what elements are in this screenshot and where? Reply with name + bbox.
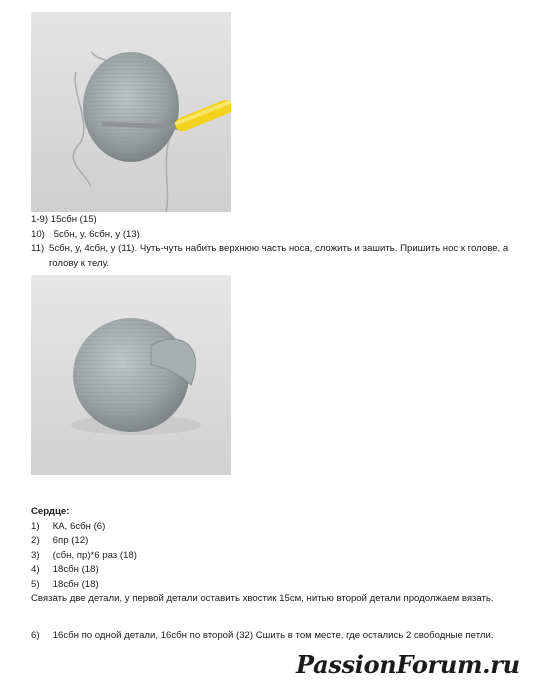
photo-2-graphic bbox=[31, 275, 231, 475]
instruction-row bbox=[31, 563, 531, 578]
row-number: 4) bbox=[31, 564, 40, 575]
nose-instructions bbox=[31, 213, 531, 271]
final-instruction bbox=[31, 629, 531, 644]
row-text: КА, 6сбн (6) bbox=[52, 520, 106, 532]
instruction-row bbox=[31, 213, 531, 228]
paragraph: Связать две детали, у первой детали оставить хвостик 15см, нитью второй детали продолжаем вязать. bbox=[31, 593, 494, 604]
row-text: (сбн, пр)*6 раз (18) bbox=[52, 549, 137, 561]
site-watermark: PassionForum.ru bbox=[296, 650, 520, 679]
row-number: 3) bbox=[31, 549, 40, 561]
row-text: 6пр (12) bbox=[52, 535, 89, 546]
section-heading: Сердце: bbox=[31, 506, 70, 517]
row-number: 6) bbox=[31, 630, 40, 641]
row-text: 16сбн по одной детали, 16сбн по второй (32) Сшить в том месте, где остались 2 свободные петли. bbox=[52, 630, 494, 641]
row-text: 15сбн (15) bbox=[50, 214, 97, 225]
instruction-row bbox=[31, 549, 531, 564]
row-text: 5сбн, у, 4сбн, у (11). Чуть-чуть набить верхнюю часть носа, сложить и зашить. Пришить нос к голове, а голову к телу. bbox=[49, 243, 509, 269]
row-number: 2) bbox=[31, 535, 40, 546]
instruction-row bbox=[31, 242, 531, 271]
photo-crochet-ball-with-hook bbox=[31, 12, 231, 212]
instruction-row bbox=[31, 228, 531, 243]
instruction-row bbox=[31, 520, 531, 535]
instruction-row bbox=[31, 629, 531, 644]
photo-1-graphic bbox=[31, 12, 231, 212]
photo-crochet-ball-with-nose bbox=[31, 275, 231, 475]
row-text: 18сбн (18) bbox=[52, 564, 99, 575]
heart-instructions bbox=[31, 505, 531, 607]
instruction-row bbox=[31, 578, 531, 593]
row-number: 5) bbox=[31, 578, 40, 590]
row-number: 11) bbox=[31, 243, 45, 254]
row-text: 5сбн, у, 6сбн, у (13) bbox=[53, 228, 140, 240]
row-number: 10) bbox=[31, 228, 45, 240]
row-number: 1-9) bbox=[31, 214, 49, 225]
instruction-row bbox=[31, 534, 531, 549]
row-number: 1) bbox=[31, 520, 40, 532]
row-text: 18сбн (18) bbox=[52, 578, 99, 590]
